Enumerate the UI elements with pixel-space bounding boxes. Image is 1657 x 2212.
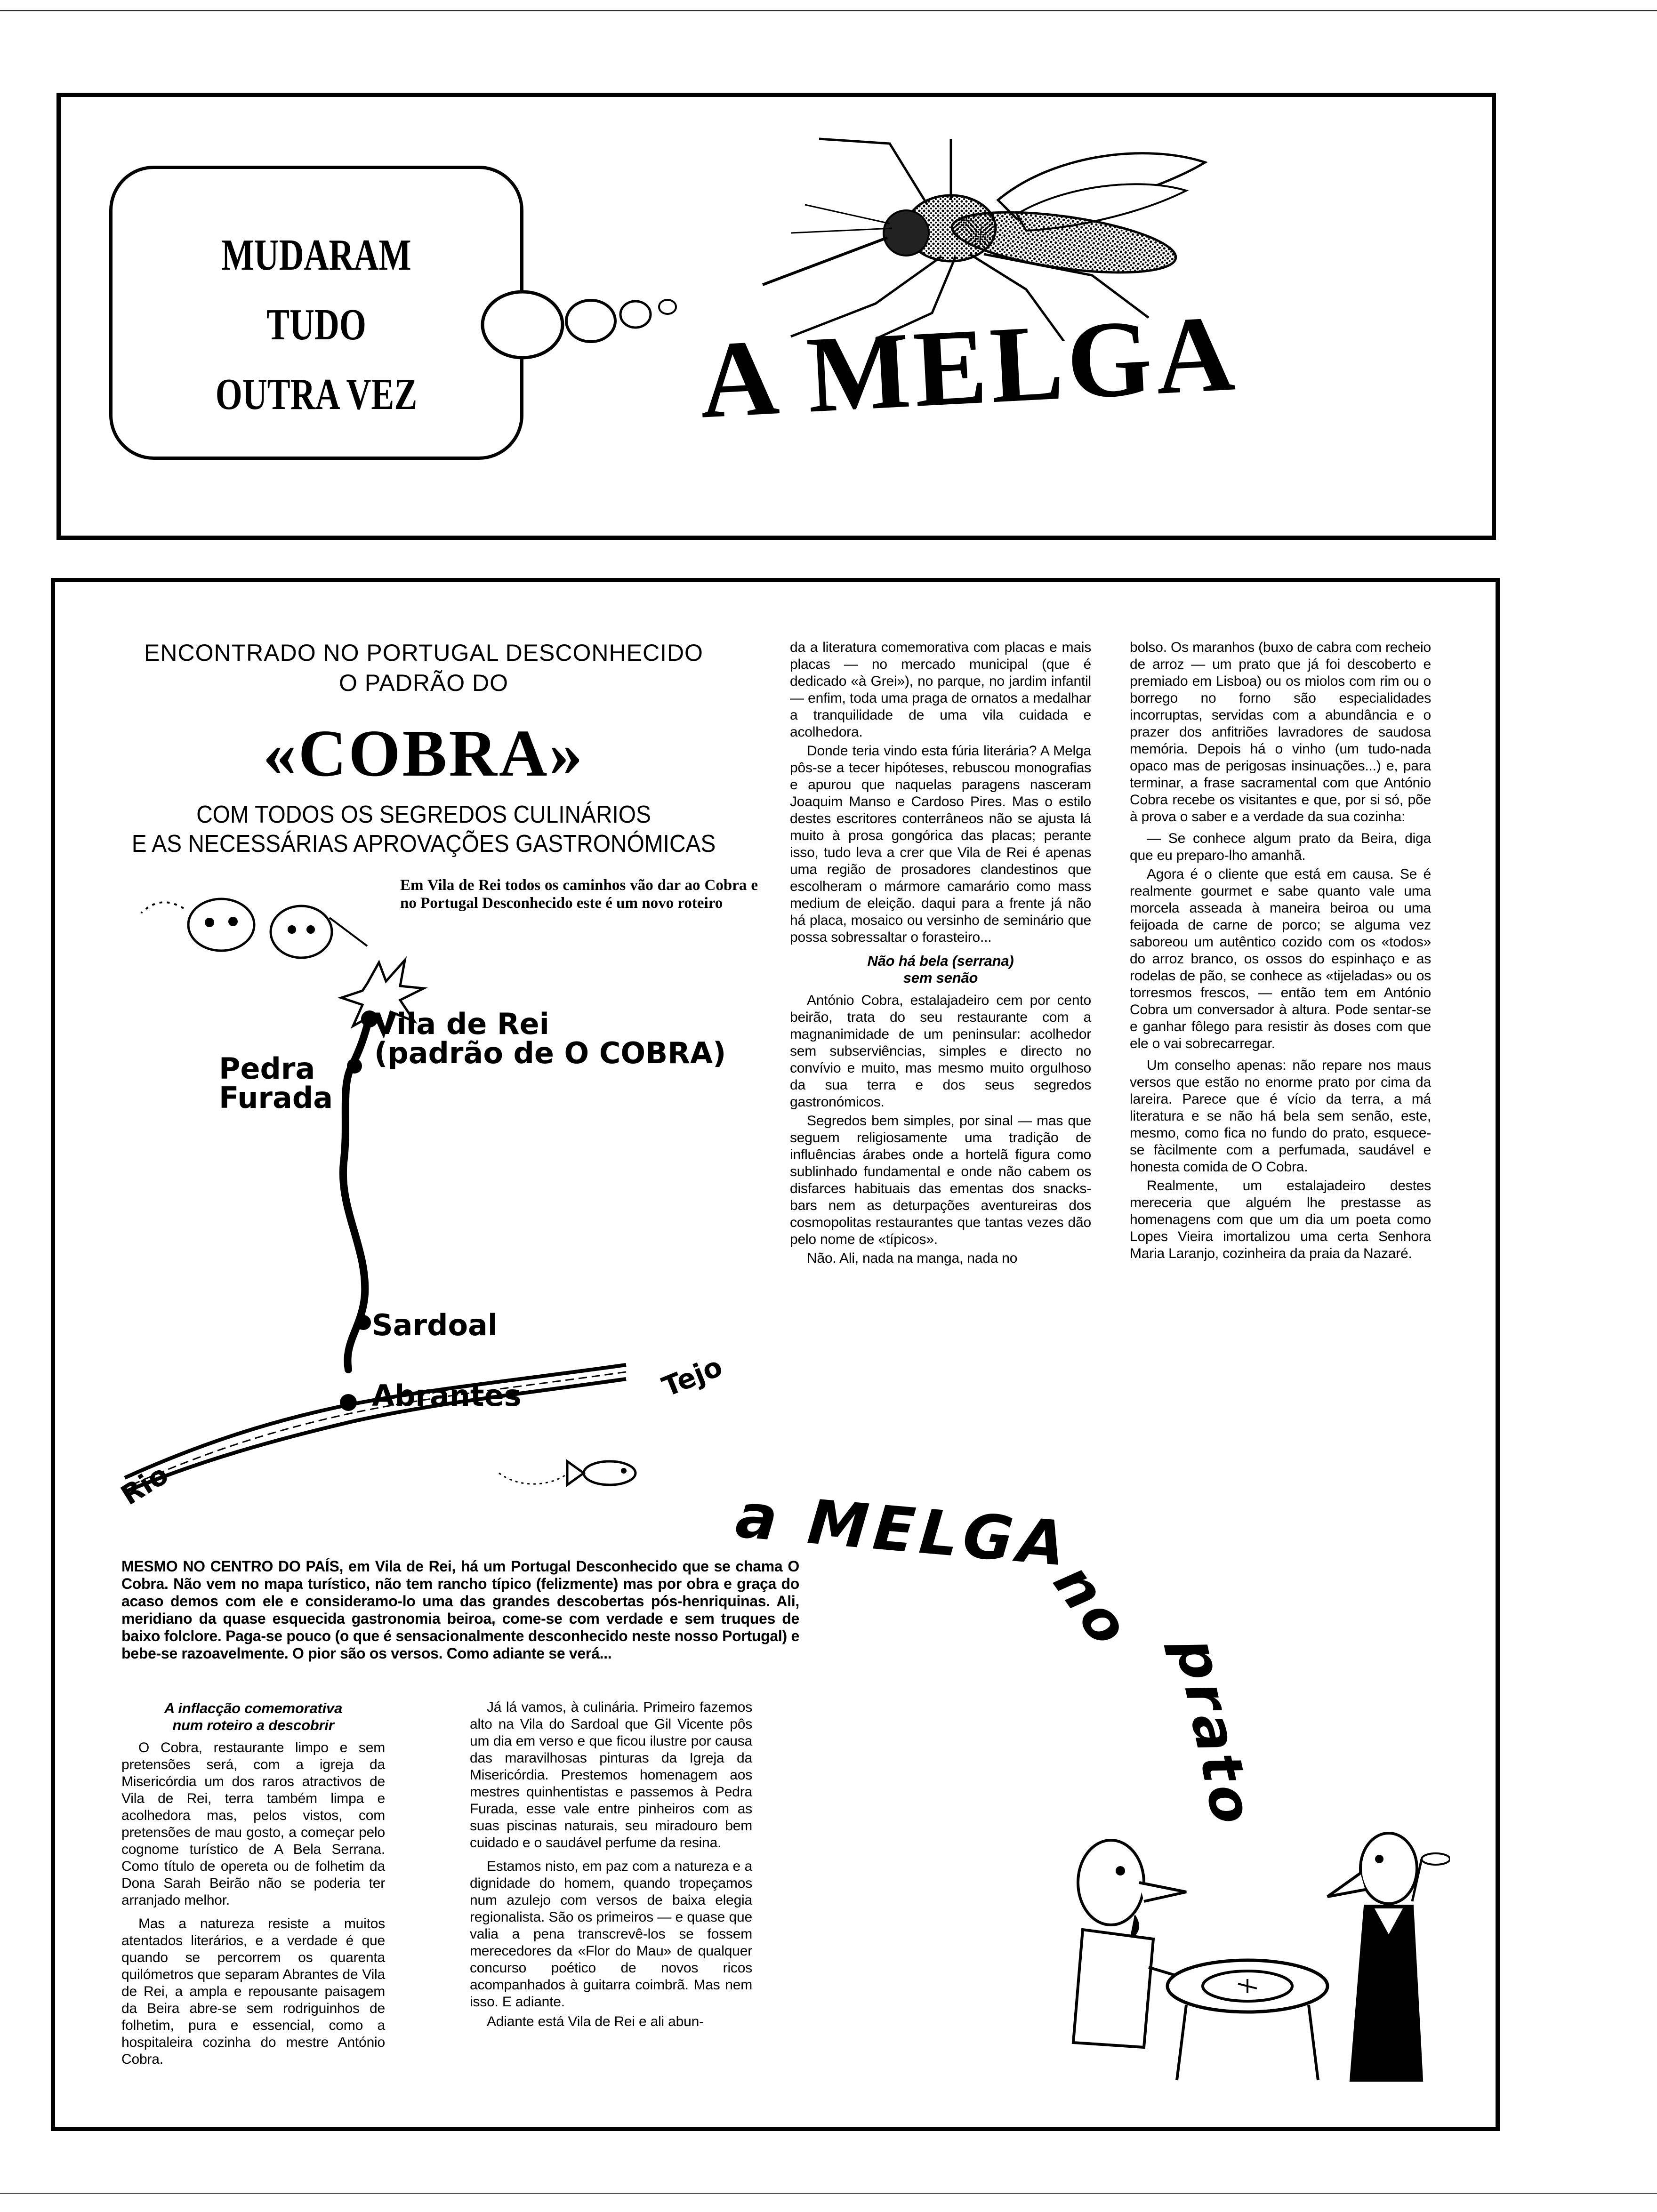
map-label-vila-de-rei-line-1: Vila de Rei [374, 1007, 549, 1041]
col4-paragraph-4: Um conselho apenas: não repare nos maus versos que estão no enorme prato por cima da lareira. Parece que é vício da terra, a má literatura e se não há bela sem senão, este, mesmo, como fica no fundo do prato, esquece-se fàcilmente com a perfumada, saudável e honesta comida de O Cobra. [1130, 1058, 1431, 1175]
map-label-pedra-furada [219, 1051, 333, 1115]
section-1-title [121, 1700, 385, 1734]
section-2-title [790, 953, 1091, 986]
column-2 [470, 1699, 752, 2032]
map-label-tejo: Tejo [658, 1350, 727, 1403]
col4-paragraph-1: bolso. Os maranhos (buxo de cabra com recheio de arroz — um prato que já foi descoberto e premiado em Lisboa) ou os miolos com rim ou o borrego no forno são especialidades incorruptas, servidas com a abundância e o prazer dos anfitriões lavradores de saudosa memória. Depois há o vinho (um tudo-nada opaco mas de perigosas insinuações...) e, para terminar, a frase sacramental com que António Cobra recebe os visitantes e que, por si só, põe à prova o saber e a verdade da sua cozinha: [1130, 640, 1431, 825]
kicker [118, 638, 730, 698]
thought-line-3: OUTRA VEZ [215, 370, 418, 419]
masthead-title: A MELGA [696, 292, 1241, 441]
column-3 [790, 639, 1091, 1269]
kicker-line-1: ENCONTRADO NO PORTUGAL DESCONHECIDO [144, 640, 703, 666]
column-1 [121, 1693, 385, 2070]
map-label-vila-de-rei-line-2: (padrão de O COBRA) [374, 1036, 726, 1070]
margin-rule-top [0, 10, 1657, 11]
map-label-rio: Rio [115, 1458, 174, 1512]
thought-line-2: TUDO [266, 300, 366, 349]
section-2-title-line-2: sem senão [903, 970, 978, 986]
map-label-pedra-furada-line-1: Pedra [219, 1051, 315, 1086]
tray-icon [1422, 1853, 1450, 1865]
col1-paragraph-2: Mas a natureza resiste a muitos atentados literários, e a verdade é que quando se percorrem os quarenta quilómetros que separam Abrantes de Vila de Rei, a ampla e repousante paisagem da Beira abre-se sem rodriguinhos de folhetim, pura e essencial, como a hospitaleira cozinha do mestre António Cobra. [121, 1916, 385, 2067]
subtitle [121, 800, 727, 858]
diner-cartoon-illustration [1064, 1826, 1450, 2090]
col4-paragraph-5: Realmente, um estalajadeiro destes mereceria que alguém lhe prestasse as homenagens com que um dia um poeta como Lopes Vieira imortalizou uma certa Senhora Maria Laranjo, cozinheira da praia da Nazaré. [1130, 1178, 1431, 1261]
curved-title-prato: prato [1162, 1632, 1266, 1833]
col3-paragraph-3: António Cobra, estalajadeiro cem por cento beirão, trata do seu restaurante com a magnanimidade de um peninsular: acolhedor sem subserviências, simples e directo no convívio e muito, mas mesmo muito orgulhoso da sua terra e dos seus segredos gastronómicos. [790, 993, 1091, 1110]
section-1-title-line-1: A inflacção comemorativa [164, 1700, 343, 1716]
subtitle-line-1: COM TODOS OS SEGREDOS CULINÁRIOS [196, 801, 651, 828]
col1-paragraph-1: O Cobra, restaurante limpo e sem pretensões será, com a igreja da Misericórdia um dos raros atractivos de Vila de Rei, terra também limpa e acolhedora mas, pelos vistos, com pretensões de mau gosto, a começar pelo cognome turístico de A Bela Serrana. Como título de opereta ou de folhetim da Dona Sarah Beirão não se poderia ter arranjado melhor. [121, 1740, 385, 1908]
col3-paragraph-4: Segredos bem simples, por sinal — mas que seguem religiosamente uma tradição de influências árabes onde a hortelã figura como sublinhado fundamental e onde não cabem os disfarces habituais das ementas dos snacks-bars nem as deturpações aventureiras dos cosmopolitas restaurantes que tantas vezes dão pelo nome de «típicos». [790, 1113, 1091, 1247]
curved-title-no: no [1040, 1552, 1144, 1660]
section-1-title-line-2: num roteiro a descobrir [172, 1717, 334, 1733]
col2-paragraph-3: Adiante está Vila de Rei e ali abun- [487, 2014, 704, 2029]
col3-paragraph-5: Não. Ali, nada na manga, nada no [807, 1250, 1018, 1266]
margin-rule-bottom [0, 2193, 1657, 2194]
col2-paragraph-1: Já lá vamos, à culinária. Primeiro fazemos alto na Vila do Sardoal que Gil Vicente pôs um dia em verso e que ficou ilustre por causa das maravilhosas pinturas da Igreja da Misericórdia. Prestemos homenagem aos mestres quinhentistas e passemos à Pedra Furada, esse vale entre pinheiros com as suas piscinas naturais, seu miradouro bem cuidado e o saudável perfume da resina. [470, 1699, 752, 1851]
diner-head-icon [1078, 1840, 1144, 1925]
curved-title-a-melga: a MELGA [733, 1480, 1073, 1580]
col3-paragraph-2: Donde teria vindo esta fúria literária? A Melga pôs-se a tecer hipóteses, rebuscou monografias e apurou que naquelas paragens nasceram Joaquim Manso e Cardoso Pires. Mas o estilo destes escritores conterrâneos não se ajusta lá muito à prosa gongórica das placas; perante isso, tudo leva a crer que Vila de Rei é apenas uma região de prosadores clandestinos que escolheram o mármore camarário como mass medium de eleição. daqui para a frente já não há placa, mosaico ou versinho de seminário que possa sobressaltar o forasteiro... [790, 743, 1091, 945]
col4-paragraph-3: Agora é o cliente que está em causa. Se é realmente gourmet e sabe quanto vale uma morcela asseada à maneira beiroa ou uma feijoada de carne de porco; se alguma vez saboreou um autêntico cozido com os «todos» do arroz branco, os ossos do espinhaço e as rodelas de pão, se conhece as «tijeladas» ou os torresmos frescos, — então tem em António Cobra um conversador à altura. Pode sentar-se e ganhar fôlego para resistir às doses com que ele o vai sobrecarregar. [1130, 866, 1431, 1051]
subtitle-line-2: E AS NECESSÁRIAS APROVAÇÕES GASTRONÓMICAS [131, 830, 716, 858]
kicker-line-2: O PADRÃO DO [338, 670, 509, 696]
col2-paragraph-2: Estamos nisto, em paz com a natureza e a dignidade do homem, quando tropeçamos num azulejo com versos de baixa elegia regionalista. São os primeiros — e quase que valia a pena transcrevê-los se fossem merecedores da «Flor do Mau» de qualquer concurso poético de novos ricos acompanhados à guitarra coimbrã. Mas nem isso. E adiante. [470, 1859, 752, 2010]
col3-paragraph-1: da a literatura comemorativa com placas e mais placas — no mercado municipal (que é dedicado «à Grei»), no parque, no jardim infantil — enfim, toda uma praga de ornatos a medalhar a tranquilidade de uma vila cuidada e acolhedora. [790, 640, 1091, 740]
col4-paragraph-2: — Se conhece algum prato da Beira, diga que eu preparo-lho amanhã. [1130, 831, 1431, 863]
route-map [104, 880, 763, 1530]
thought-bubble-text [155, 220, 478, 429]
map-label-sardoal: Sardoal [372, 1308, 498, 1342]
lead-paragraph: MESMO NO CENTRO DO PAÍS, em Vila de Rei, há um Portugal Desconhecido que se chama O Cobra. Não vem no mapa turístico, não tem rancho típico (felizmente) mas por obra e graça do acaso demos com ele e consideramo-lo uma das grandes descobertas pós-henriquinas. Ali, meridiano da quase esquecida gastronomia beiroa, come-se com verdade e sem truques de baixo folclore. Paga-se pouco (o que é sensacionalmente desconhecido neste nosso Portugal) e bebe-se razoavelmente. O pior são os versos. Como adiante se verá... [121, 1558, 799, 1662]
headline: «COBRA» [263, 716, 585, 790]
column-4 [1130, 639, 1431, 1264]
thought-line-1: MUDARAM [221, 231, 411, 280]
map-label-pedra-furada-line-2: Furada [219, 1081, 333, 1115]
fish-icon [499, 1461, 635, 1485]
map-label-vila-de-rei [374, 1007, 726, 1070]
section-2-title-line-1: Não há bela (serrana) [867, 953, 1014, 969]
thought-bubble-circles [475, 273, 683, 367]
cartoon-figure-icon [141, 899, 367, 958]
deck: Em Vila de Rei todos os caminhos vão dar ao Cobra e no Portugal Desconhecido este é um novo roteiro [400, 877, 758, 912]
map-label-abrantes: Abrantes [372, 1378, 522, 1413]
